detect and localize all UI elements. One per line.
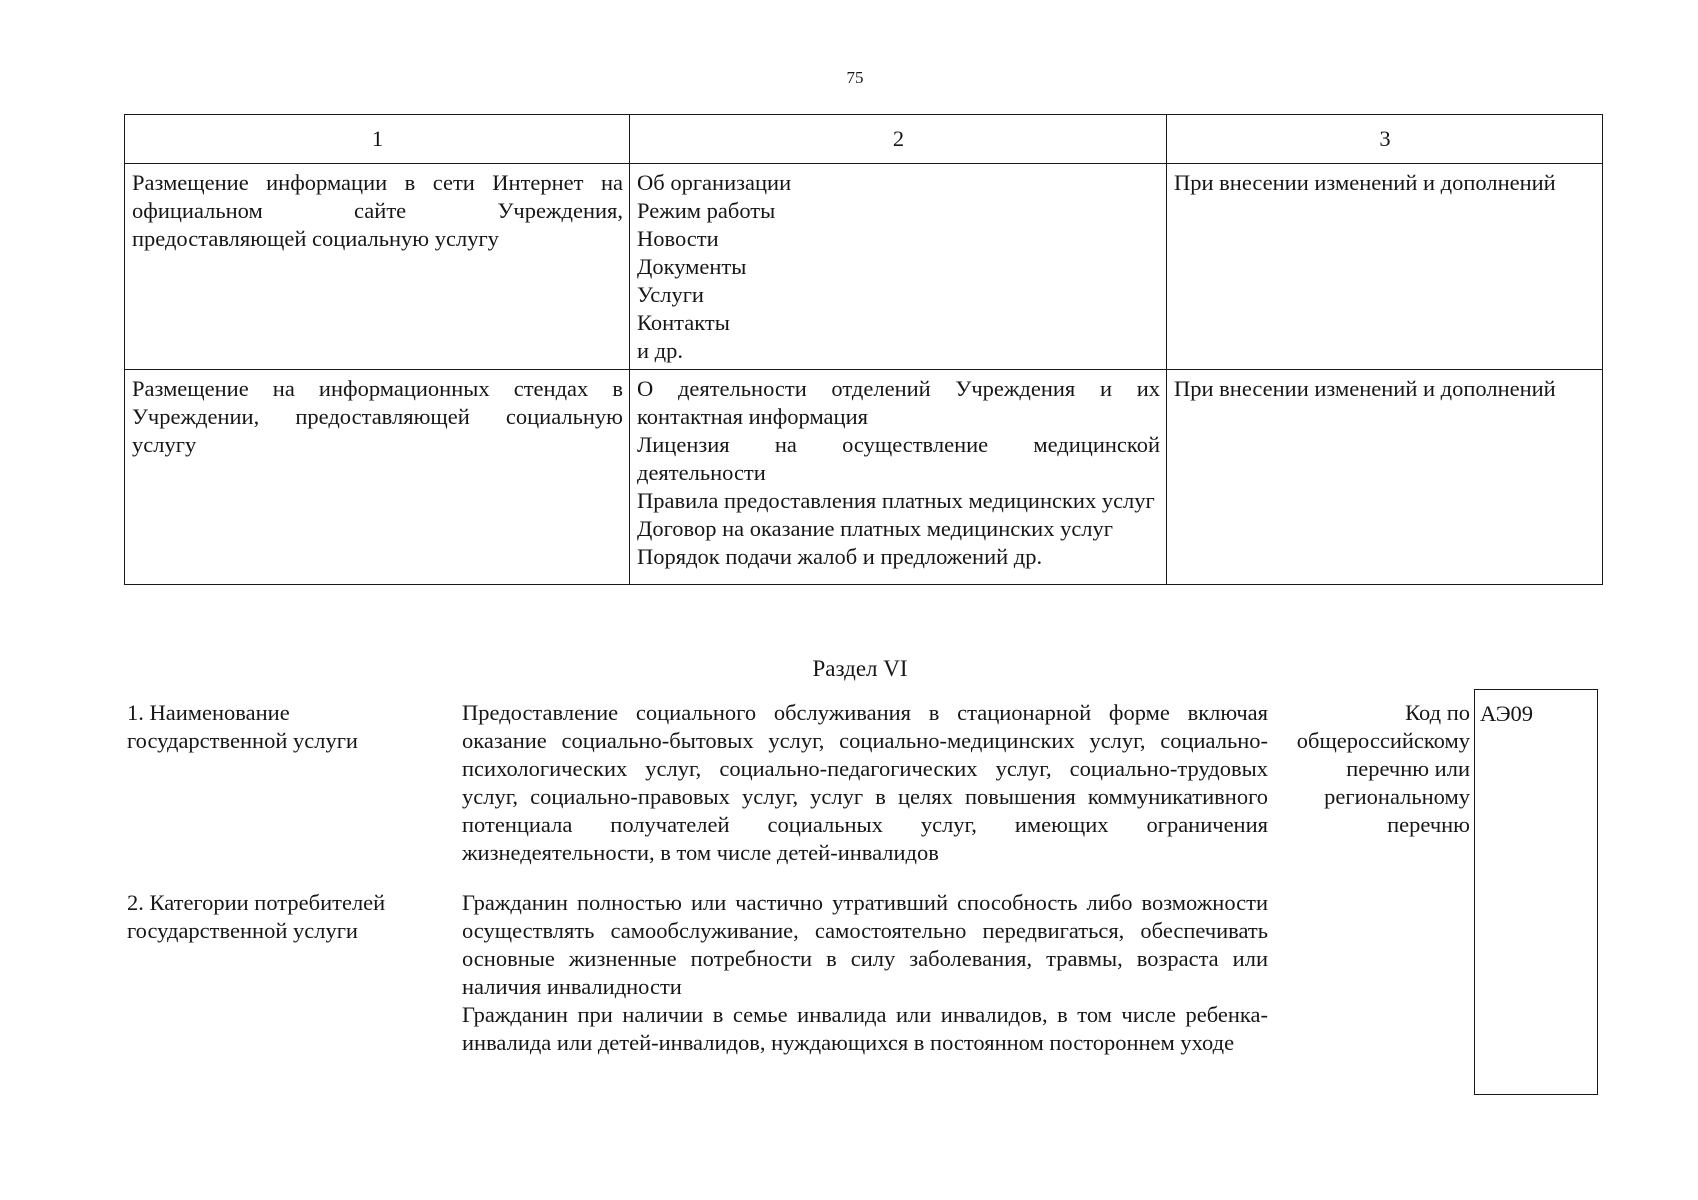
info-method-cell: Размещение информации в сети Интернет на официальном сайте Учреждения, предоставляющей социальную услугу xyxy=(125,164,630,370)
update-frequency-cell: При внесении изменений и дополнений xyxy=(1167,164,1603,370)
service-code-label: Код по общероссийскому перечню или региональному перечню xyxy=(1296,700,1470,837)
column-number-1: 1 xyxy=(125,115,630,164)
info-content-item: Порядок подачи жалоб и предложений др. xyxy=(637,544,1043,569)
service-name-label: 1. Наименование государственной услуги xyxy=(127,700,358,753)
info-method-cell: Размещение на информационных стендах в Учреждении, предоставляющей социальную услугу xyxy=(125,370,630,585)
column-number-2: 2 xyxy=(630,115,1167,164)
info-content-item: и др. xyxy=(637,338,683,363)
info-content-item: Договор на оказание платных медицинских услуг xyxy=(637,516,1114,541)
page-number: 75 xyxy=(846,68,864,87)
info-content-item: Об организации xyxy=(637,170,792,195)
info-content-item: О деятельности отделений Учреждения и их контактная информация xyxy=(637,376,1160,429)
info-content-item: Правила предоставления платных медицинских услуг xyxy=(637,488,1155,513)
info-content-item: Услуги xyxy=(637,282,704,307)
consumer-category-item: Гражданин при наличии в семье инвалида или инвалидов, в том числе ребенка-инвалида или детей-инвалидов, нуждающихся в постоянном постороннем уходе xyxy=(462,1002,1268,1055)
update-frequency-cell: При внесении изменений и дополнений xyxy=(1167,370,1603,585)
info-content-item: Новости xyxy=(637,226,719,251)
service-code-box xyxy=(1474,689,1598,1095)
consumer-category-item: Гражданин полностью или частично утративший способность либо возможности осуществлять самообслуживание, самостоятельно передвигаться, обеспечивать основные жизненные потребности в силу заболевания, травмы, возраста или наличия инвалидности xyxy=(462,890,1268,999)
consumer-categories-label: 2. Категории потребителей государственной услуги xyxy=(127,890,386,943)
info-content-cell xyxy=(630,164,1167,370)
consumer-categories-text xyxy=(462,889,1268,1057)
column-number-3: 3 xyxy=(1167,115,1603,164)
table-row xyxy=(125,370,1603,585)
info-content-item: Документы xyxy=(637,254,747,279)
service-name-text: Предоставление социального обслуживания в стационарной форме включая оказание социально-бытовых услуг, социально-медицинских услуг, социально-психологических услуг, социально-педагогических услуг, социально-трудовых услуг, социально-правовых услуг, услуг в целях повышения коммуникативного потенциала получателей социальных услуг, имеющих ограничения жизнедеятельности, в том числе детей-инвалидов xyxy=(462,700,1268,865)
table-header-row xyxy=(125,115,1603,164)
service-code-value: АЭ09 xyxy=(1480,701,1534,726)
info-content-item: Лицензия на осуществление медицинской деятельности xyxy=(637,432,1160,485)
info-content-item: Режим работы xyxy=(637,198,776,223)
info-content-item: Контакты xyxy=(637,310,730,335)
info-content-cell xyxy=(630,370,1167,585)
table-row xyxy=(125,164,1603,370)
section-title: Раздел VI xyxy=(812,656,908,681)
information-table xyxy=(124,114,1603,585)
